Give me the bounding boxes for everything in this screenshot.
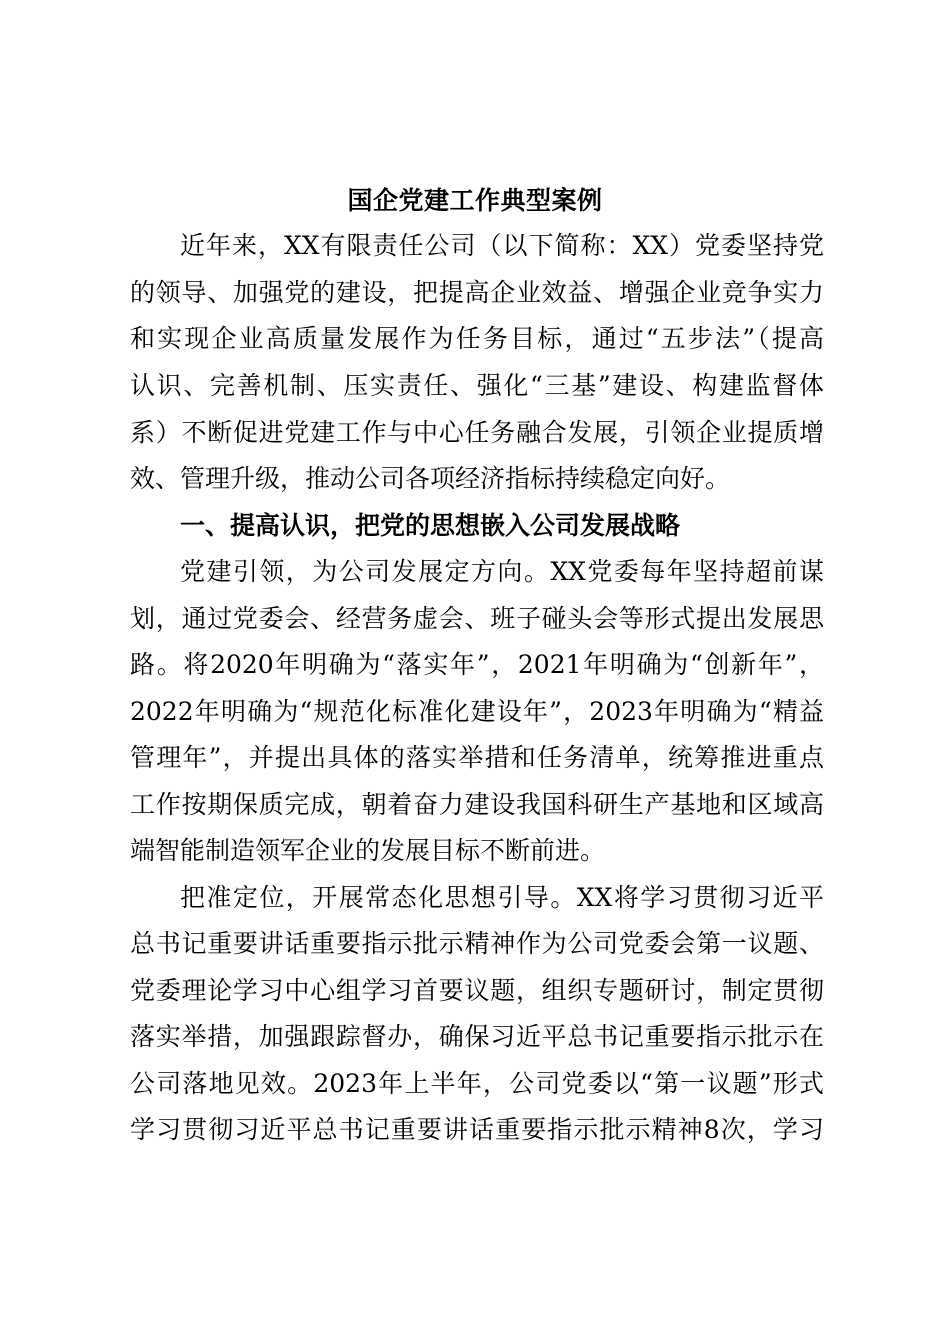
paragraph-line: 认识、完善机制、压实责任、强化“三基”建设、构建监督体 (130, 371, 824, 400)
paragraph-line: 管理年”，并提出具体的落实举措和任务清单，统筹推进重点 (130, 743, 824, 772)
section-heading: 一、提高认识，把党的思想嵌入公司发展战略 (180, 511, 681, 540)
document-title: 国企党建工作典型案例 (347, 186, 603, 215)
paragraph-line: 党委理论学习中心组学习首要议题，组织专题研讨，制定贯彻 (130, 976, 824, 1005)
paragraph-line: 路。将2020年明确为“落实年”，2021年明确为“创新年”， (130, 650, 824, 679)
paragraph-line: 的领导、加强党的建设，把提高企业效益、增强企业竞争实力 (130, 278, 824, 307)
paragraph-line: 把准定位，开展常态化思想引导。XX将学习贯彻习近平 (180, 883, 824, 912)
paragraph-line: 2022年明确为“规范化标准化建设年”，2023年明确为“精益 (130, 697, 824, 726)
paragraph-line: 公司落地见效。2023年上半年，公司党委以“第一议题”形式 (130, 1069, 824, 1098)
paragraph-line: 党建引领，为公司发展定方向。XX党委每年坚持超前谋 (180, 557, 824, 586)
paragraph-line: 效、管理升级，推动公司各项经济指标持续稳定向好。 (130, 464, 731, 493)
paragraph-line: 近年来，XX有限责任公司（以下简称：XX）党委坚持党 (180, 231, 824, 260)
paragraph-line: 和实现企业高质量发展作为任务目标，通过“五步法”（提高 (130, 324, 824, 353)
paragraph-line: 端智能制造领军企业的发展目标不断前进。 (130, 836, 606, 865)
paragraph-line: 学习贯彻习近平总书记重要讲话重要指示批示精神8次，学习 (130, 1115, 824, 1144)
paragraph-line: 落实举措，加强跟踪督办，确保习近平总书记重要指示批示在 (130, 1022, 824, 1051)
paragraph-line: 工作按期保质完成，朝着奋力建设我国科研生产基地和区域高 (130, 790, 824, 819)
paragraph-line: 系）不断促进党建工作与中心任务融合发展，引领企业提质增 (130, 418, 824, 447)
paragraph-line: 划，通过党委会、经营务虚会、班子碰头会等形式提出发展思 (130, 604, 824, 633)
paragraph-line: 总书记重要讲话重要指示批示精神作为公司党委会第一议题、 (130, 929, 824, 958)
